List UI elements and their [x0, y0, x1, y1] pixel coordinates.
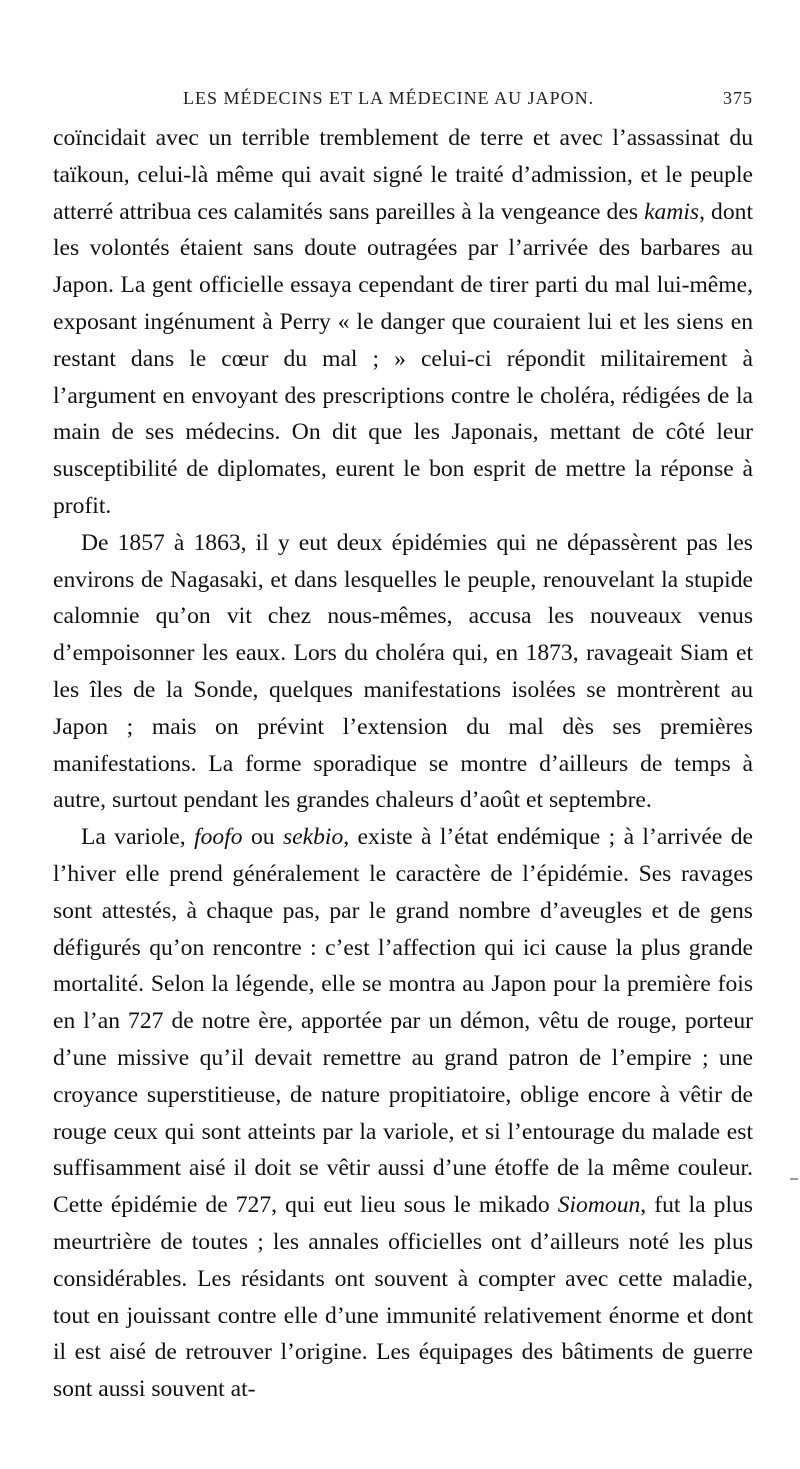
- paragraph-1-continuation: , dont les volontés étaient sans doute outragées par l’arrivée des barbares au Japon. La gent officielle essaya cependant de tirer parti du mal lui-même, exposant ingénument à Perry « le danger que couraient lui et les siens en restant dans le cœur du mal ; » celui-ci répondit militairement à l’argument en envoyant des prescriptions contre le choléra, rédigées de la main de ses médecins. On dit que les Japonais, mettant de côté leur susceptibilité de diplomates, eurent le bon esprit de mettre la réponse à profit.: [53, 198, 754, 519]
- italic-term-foofo: foofo: [194, 824, 243, 851]
- italic-term-siomoun: Siomoun: [557, 1192, 641, 1219]
- paragraph-3-end: , fut la plus meurtrière de toutes ; les annales officielles ont d’ailleurs noté les plus considérables. Les résidants ont souvent à compter avec cette maladie, tout en jouissant contre elle d’une immunité relativement énorme et dont il est aisé de retrouver l’origine. Les équipages des bâtiments de guerre sont aussi souvent at-: [53, 1192, 753, 1403]
- italic-term-sekbio: sekbio: [282, 824, 344, 851]
- paragraph-3-start: La variole,: [81, 824, 195, 851]
- paragraph-1: [53, 120, 753, 525]
- paragraph-3-mid-1: ou: [242, 824, 283, 851]
- paragraph-2: De 1857 à 1863, il y eut deux épidémies qui ne dépassèrent pas les environs de Nagasaki, et dans lesquelles le peuple, renouvelant la stupide calomnie qu’on vit chez nous-mêmes, accusa les nouveaux venus d’empoisonner les eaux. Lors du choléra qui, en 1873, ravageait Siam et les îles de la Sonde, quelques manifestations isolées se montrèrent au Japon ; mais on prévint l’extension du mal dès ses premières manifestations. La forme sporadique se montre d’ailleurs de temps à autre, surtout pendant les grandes chaleurs d’août et septembre.: [53, 529, 753, 814]
- page-header: [53, 88, 753, 112]
- page-body: [53, 120, 753, 1408]
- margin-mark: [790, 1178, 798, 1180]
- running-head: LES MÉDECINS ET LA MÉDECINE AU JAPON.: [183, 88, 595, 108]
- page-number: 375: [723, 88, 753, 108]
- italic-term-kamis: kamis: [644, 198, 700, 225]
- paragraph-3: [53, 819, 753, 1408]
- paragraph-3-mid-2: , existe à l’état endémique ; à l’arrivée de l’hiver elle prend généralement le caractère de l’épidémie. Ses ravages sont attestés, à chaque pas, par le grand nombre d’aveugles et de gens défigurés qu’on rencontre : c’est l’affection qui ici cause la plus grande mortalité. Selon la légende, elle se montra au Japon pour la première fois en l’an 727 de notre ère, apportée par un démon, vêtu de rouge, porteur d’une missive qu’il devait remettre au grand patron de l’empire ; une croyance superstitieuse, de nature propitiatoire, oblige encore à vêtir de rouge ceux qui sont atteints par la variole, et si l’entourage du malade est suffisamment aisé il doit se vêtir aussi d’une étoffe de la même couleur. Cette épidémie de 727, qui eut lieu sous le mikado: [53, 824, 753, 1219]
- paragraph-1-text: coïncidait avec un terrible tremblement de terre et avec l’assassinat du taïkoun, celui-là même qui avait signé le traité d’admission, et le peuple atterré attribua ces calamités sans pareilles à la vengeance des: [53, 125, 753, 225]
